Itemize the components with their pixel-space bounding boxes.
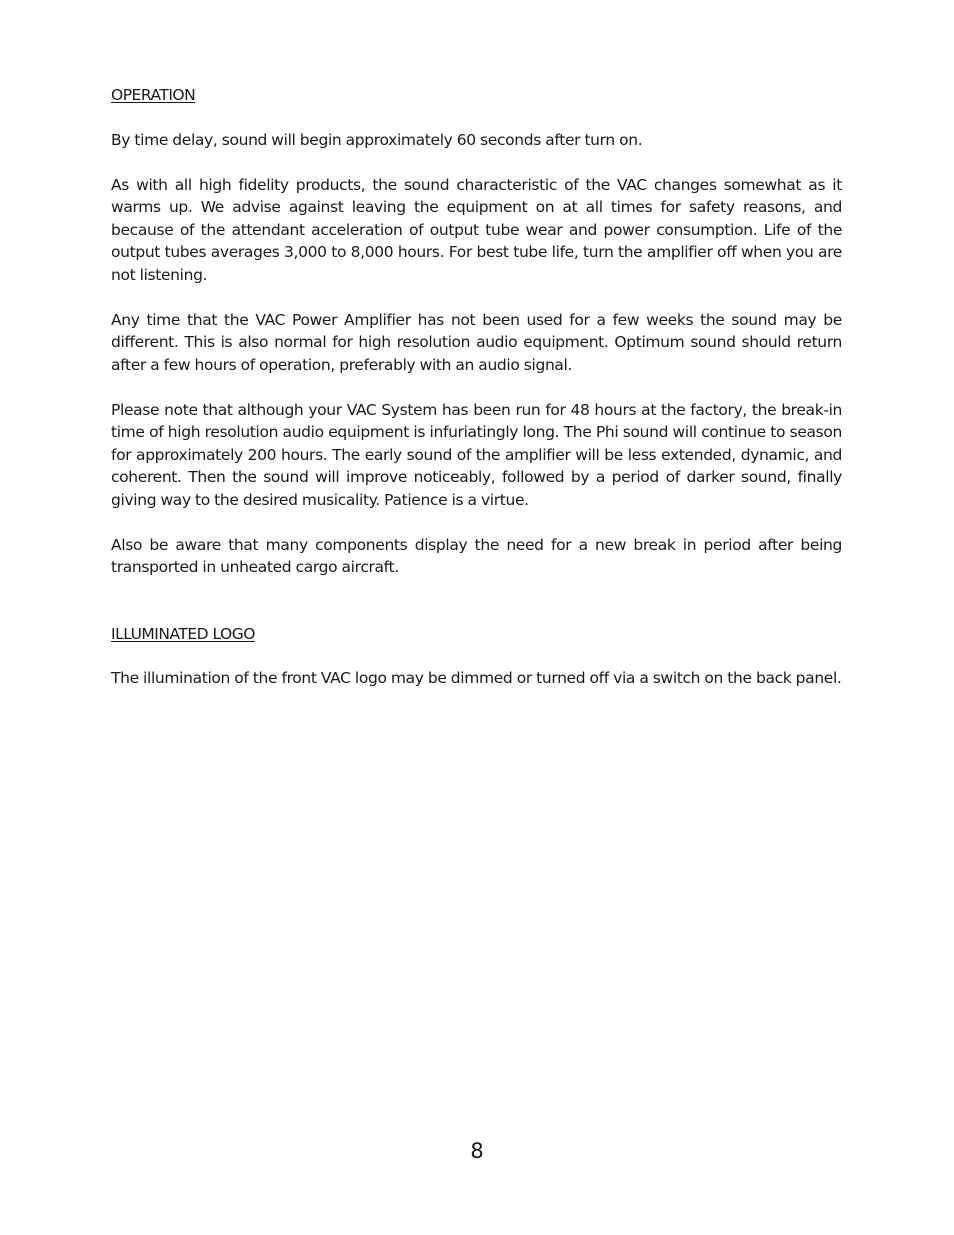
paragraph-transport: Also be aware that many components display the need for a new break in period after being transported in unheated cargo aircraft. xyxy=(111,535,842,576)
page-number: 8 xyxy=(470,1139,484,1163)
paragraph-break-in: Please note that although your VAC System has been run for 48 hours at the factory, the break-in time of high resolution audio equipment is infuriatingly long. The Phi sound will continue to season for approximately 200 hours. The early sound of the amplifier will be less extended, dynamic, and coherent. Then the sound will improve noticeably, followed by a period of darker sound, finally giving way to the desired musicality. Patience is a virtue. xyxy=(111,400,842,509)
paragraph-logo-illumination: The illumination of the front VAC logo may be dimmed or turned off via a switch on the back panel. xyxy=(111,669,842,687)
section-heading-operation: OPERATION xyxy=(111,86,196,104)
paragraph-unused-weeks: Any time that the VAC Power Amplifier has not been used for a few weeks the sound may be different. This is also normal for high resolution audio equipment. Optimum sound should return after a few hours of operation, preferably with an audio signal. xyxy=(111,310,842,374)
paragraph-warm-up: As with all high fidelity products, the sound characteristic of the VAC changes somewhat as it warms up. We advise against leaving the equipment on at all times for safety reasons, and because of the attendant acceleration of output tube wear and power consumption. Life of the output tubes averages 3,000 to 8,000 hours. For best tube life, turn the amplifier off when you are not listening. xyxy=(111,175,842,284)
document-body xyxy=(111,84,842,690)
paragraph-time-delay: By time delay, sound will begin approximately 60 seconds after turn on. xyxy=(111,130,643,149)
section-heading-illuminated-logo: ILLUMINATED LOGO xyxy=(111,624,255,643)
